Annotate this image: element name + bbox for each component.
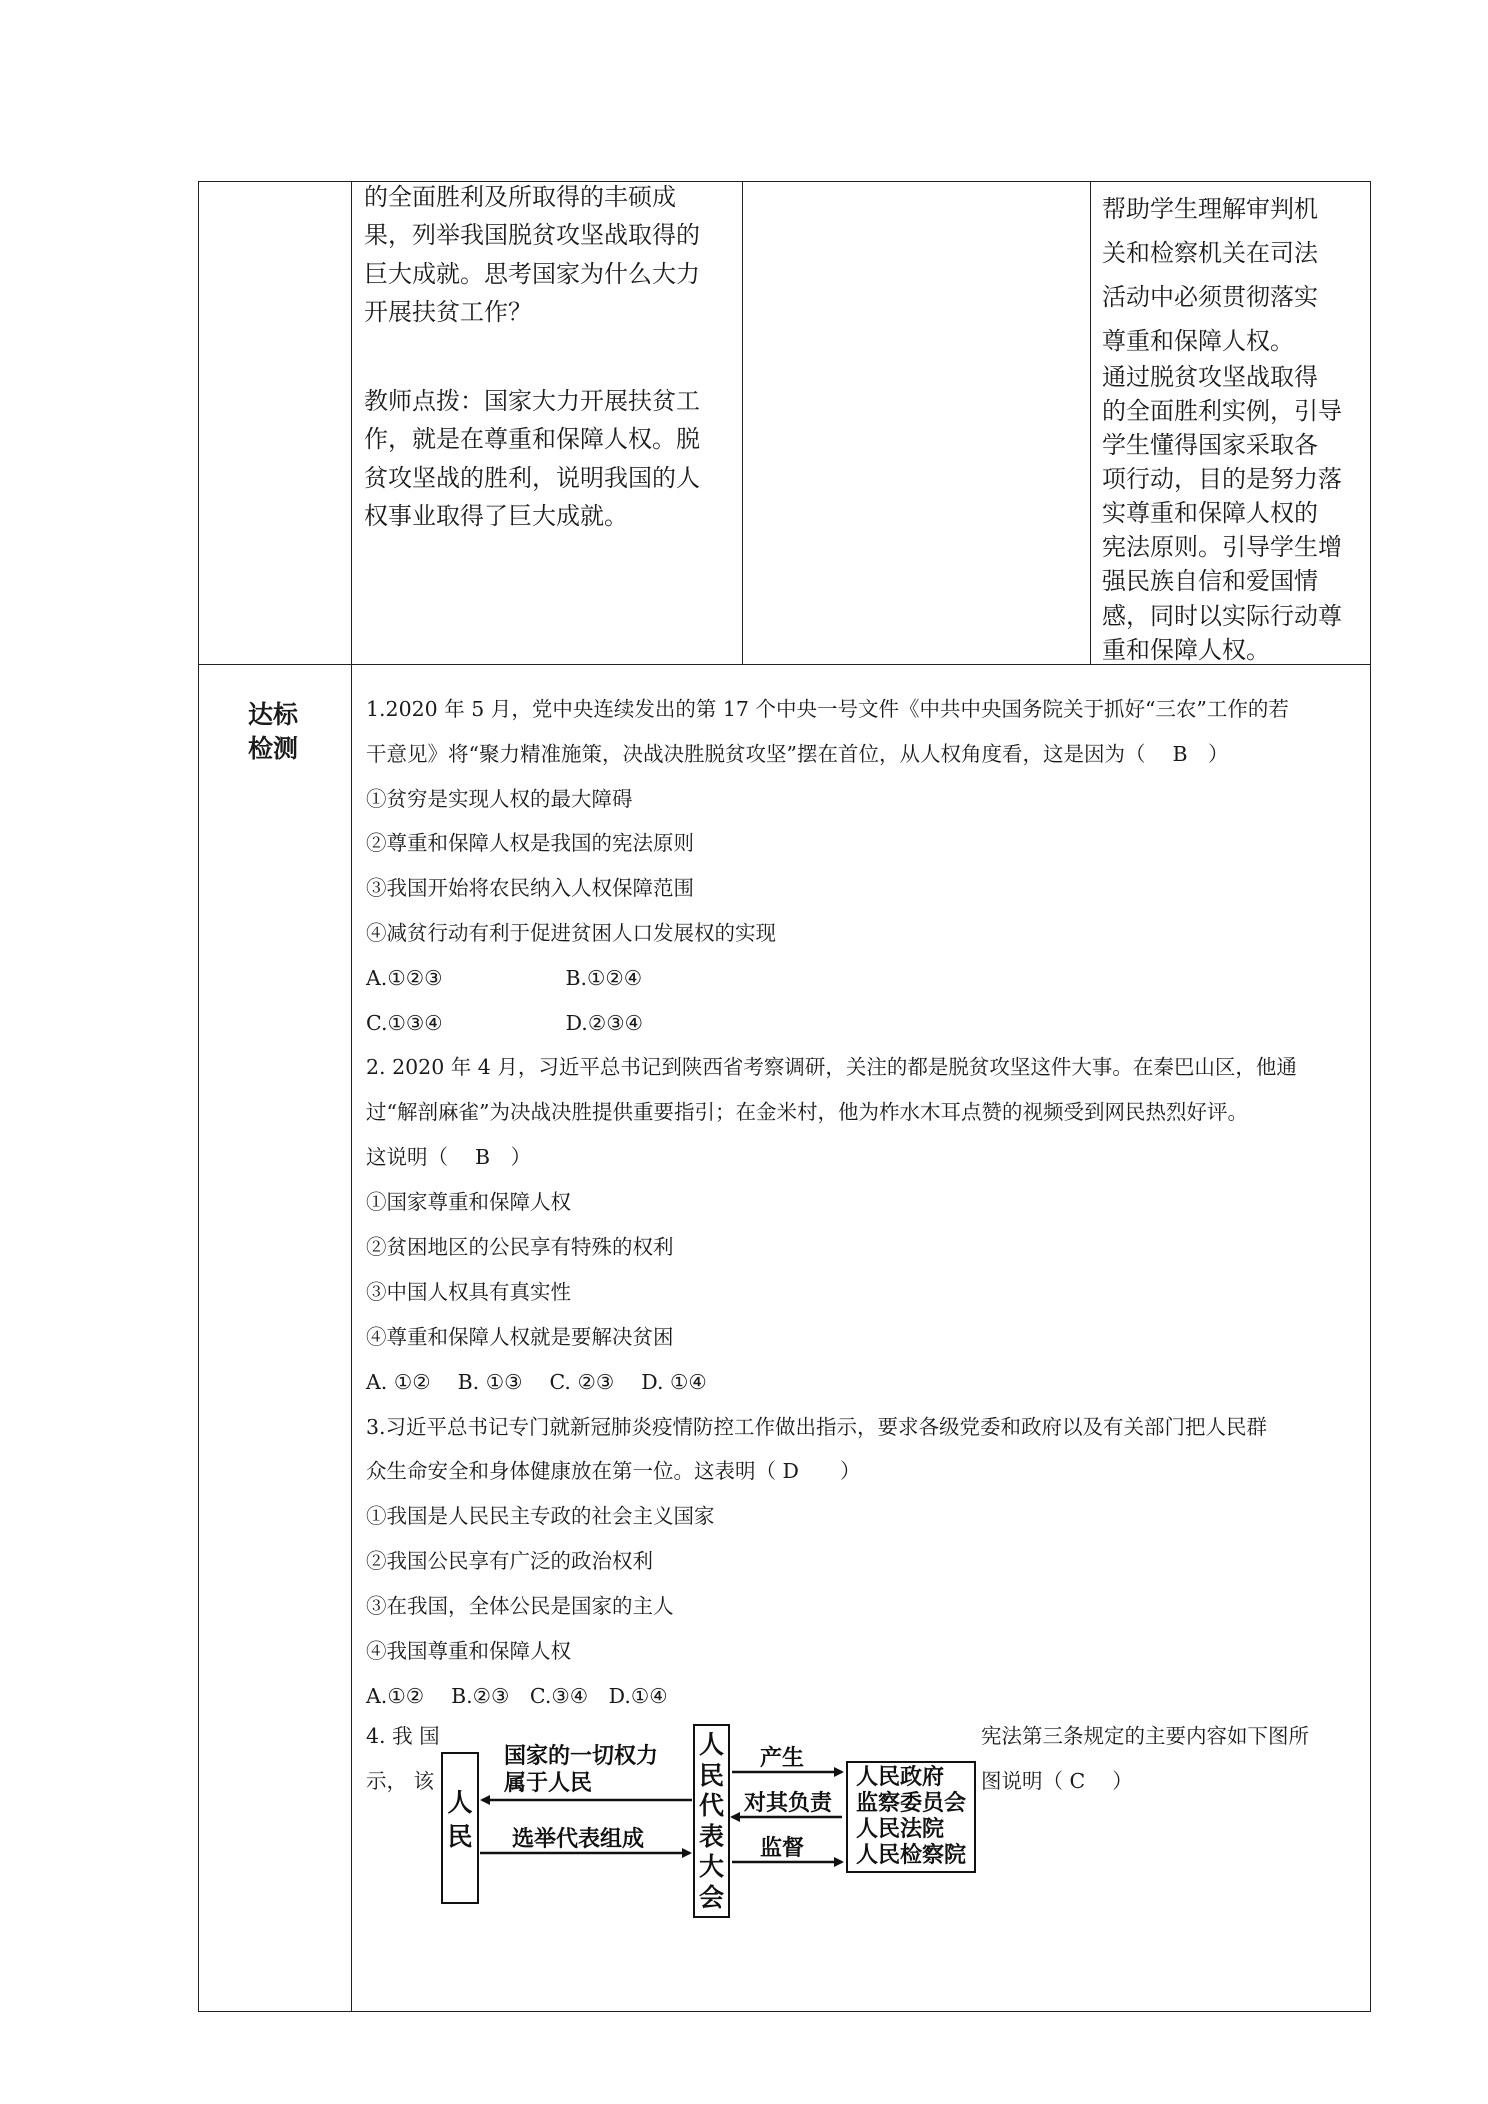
question-line: ②我国公民享有广泛的政治权利 — [366, 1549, 653, 1573]
question-line: ③我国开始将农民纳入人权保障范围 — [366, 876, 694, 900]
question-line: 3.习近平总书记专门就新冠肺炎疫情防控工作做出指示，要求各级党委和政府以及有关部门把人民群 — [366, 1415, 1268, 1439]
npc-label: 人民代表大会 — [699, 1730, 725, 1912]
organ-government: 人民政府 — [856, 1765, 945, 1790]
question-line: ①我国是人民民主专政的社会主义国家 — [366, 1504, 715, 1528]
people-box — [441, 1752, 479, 1904]
teaching-activity-text: 的全面胜利及所取得的丰硕成 果，列举我国脱贫攻坚战取得的 巨大成就。思考国家为什么大力 开展扶贫工作？ — [364, 183, 700, 327]
table-bottom-border — [198, 2011, 1371, 2012]
question-line: 这说明（ B ） — [366, 1145, 532, 1169]
column-divider-2 — [742, 181, 743, 665]
question-line: ②贫困地区的公民享有特殊的权利 — [366, 1235, 674, 1259]
question-line: 干意见》将“聚力精准施策，决战决胜脱贫攻坚”摆在首位，从人权角度看，这是因为（ B ） — [366, 742, 1229, 766]
table-left-border — [198, 181, 199, 2012]
teacher-guidance-text: 教师点拨：国家大力开展扶贫工 作，就是在尊重和保障人权。脱 贫攻坚战的胜利，说明我国的人 权事业取得了巨大成就。 — [364, 387, 700, 531]
organ-supervisory: 监察委员会 — [856, 1791, 967, 1816]
elect-label: 选举代表组成 — [512, 1827, 645, 1852]
question-line: ④尊重和保障人权就是要解决贫困 — [366, 1325, 674, 1349]
question-line: 过“解剖麻雀”为决战决胜提供重要指引；在金米村，他为柞水木耳点赞的视频受到网民热烈好评。 — [366, 1100, 1248, 1124]
question-line: C.①③④ D.②③④ — [366, 1011, 643, 1035]
column-divider-3 — [1090, 181, 1091, 665]
question-line: ①贫穷是实现人权的最大障碍 — [366, 787, 633, 811]
table-right-border — [1370, 181, 1371, 2012]
question-line: ③中国人权具有真实性 — [366, 1280, 571, 1304]
question-line: ④减贫行动有利于促进贫困人口发展权的实现 — [366, 921, 776, 945]
question-line: 1.2020 年 5 月，党中央连续发出的第 17 个中央一号文件《中共中央国务院关于抓好“三农”工作的若 — [366, 697, 1289, 721]
npc-box — [693, 1724, 730, 1918]
design-intent-text-bottom: 通过脱贫攻坚战取得 的全面胜利实例，引导 学生懂得国家采取各 项行动，目的是努力落 实尊重和保障人权的 宪法原则。引导学生增 强民族自信和爱国情 感，同时以实际行动尊 重和保障人权。 — [1102, 363, 1342, 664]
organ-procuratorate: 人民检察院 — [856, 1843, 967, 1868]
q4-right-line-1: 宪法第三条规定的主要内容如下图所 — [981, 1724, 1309, 1748]
supervise-label: 监督 — [760, 1836, 805, 1861]
people-label: 人民 — [447, 1788, 473, 1851]
design-intent-text-top: 帮助学生理解审判机 关和检察机关在司法 活动中必须贯彻落实 尊重和保障人权。 — [1102, 195, 1318, 355]
question-line: 众生命安全和身体健康放在第一位。这表明（ D ） — [366, 1459, 861, 1483]
question-line: ④我国尊重和保障人权 — [366, 1639, 571, 1663]
q4-left-line-1: 4. 我 国 — [366, 1724, 440, 1748]
produce-label: 产生 — [760, 1746, 805, 1771]
section-label: 达标 检测 — [247, 700, 298, 763]
column-divider-1 — [351, 181, 352, 2012]
state-organs-box — [846, 1761, 976, 1873]
responsible-label: 对其负责 — [744, 1791, 833, 1816]
question-line: A.①②③ B.①②④ — [366, 966, 643, 990]
question-line: ②尊重和保障人权是我国的宪法原则 — [366, 831, 694, 855]
power-label-line-1: 国家的一切权力 — [504, 1744, 659, 1769]
q4-right-line-2: 图说明（ C ） — [981, 1769, 1133, 1793]
question-line: A. ①② B. ①③ C. ②③ D. ①④ — [366, 1370, 707, 1394]
question-line: ①国家尊重和保障人权 — [366, 1190, 571, 1214]
question-line: ③在我国，全体公民是国家的主人 — [366, 1594, 674, 1618]
question-line: 2. 2020 年 4 月，习近平总书记到陕西省考察调研，关注的都是脱贫攻坚这件大事。在秦巴山区，他通 — [366, 1055, 1297, 1079]
q4-left-line-2: 示， 该 — [366, 1769, 435, 1793]
organ-court: 人民法院 — [856, 1817, 945, 1842]
power-label-line-2: 属于人民 — [504, 1771, 593, 1796]
question-line: A.①② B.②③ C.③④ D.①④ — [366, 1684, 668, 1708]
